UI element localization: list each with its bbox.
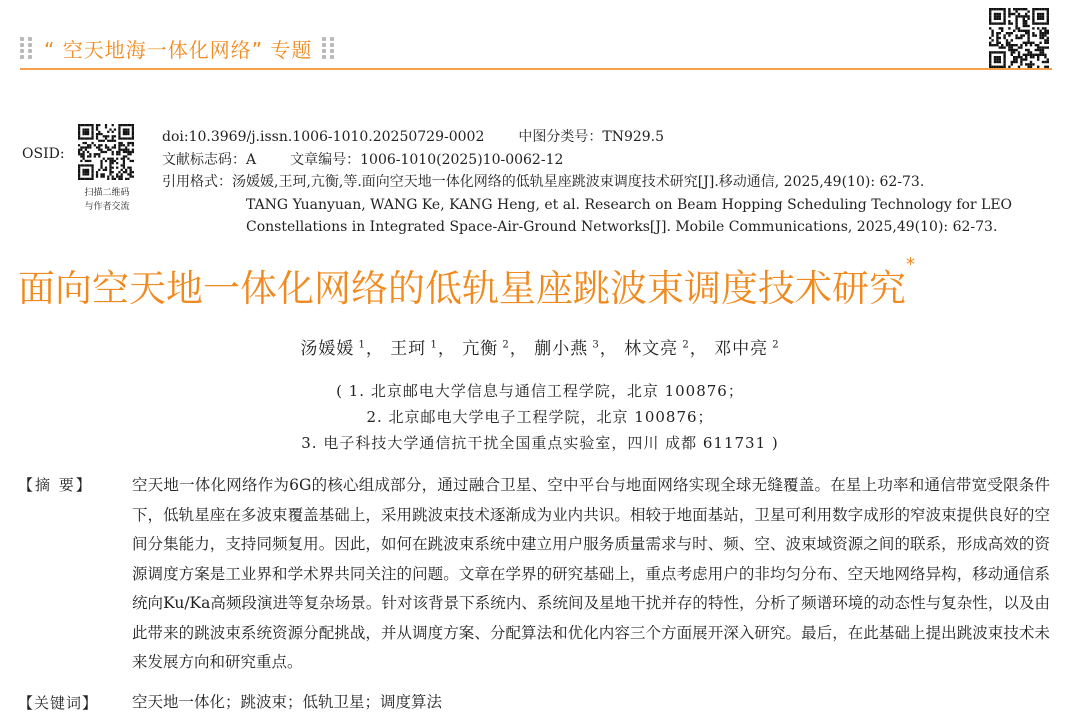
title-footnote-mark: *	[906, 254, 915, 275]
qr-code-icon	[989, 8, 1049, 68]
citation-en-line: TANG Yuanyuan, WANG Ke, KANG Heng, et al. Research on Beam Hopping Scheduling Technology for LEO	[246, 196, 1013, 213]
author-affiliation-mark: 1	[354, 339, 366, 351]
affiliation-list	[0, 378, 1080, 456]
dots-icon	[20, 37, 34, 59]
author-name: 林文亮	[624, 339, 679, 359]
affiliation: ( 1. 北京邮电大学信息与通信工程学院，北京 100876；	[336, 382, 744, 400]
citation-cn: 引用格式：汤媛媛,王珂,亢衡,等.面向空天地一体化网络的低轨星座跳波束调度技术研究[J].移动通信, 2025,49(10): 62-73.	[162, 174, 925, 190]
document-code: 文献标志码：A	[162, 151, 257, 168]
doi: doi:10.3969/j.issn.1006-1010.20250729-0002	[162, 129, 485, 145]
affiliation: 3. 电子科技大学通信抗干扰全国重点实验室，四川 成都 611731 )	[301, 434, 779, 452]
scan-note	[72, 186, 142, 214]
dots-icon	[322, 37, 336, 59]
author-affiliation-mark: 1	[426, 339, 438, 351]
affiliation: 2. 北京邮电大学电子工程学院，北京 100876；	[366, 408, 714, 426]
article-number: 文章编号：1006-1010(2025)10-0062-12	[290, 151, 564, 168]
author-affiliation-mark: 2	[768, 339, 780, 351]
author-separator: ，	[437, 339, 463, 359]
meta-line-1	[162, 126, 1062, 149]
author-name: 王珂	[390, 339, 427, 359]
citation-en-line: Constellations in Integrated Space-Air-Ground Networks[J]. Mobile Communications, 2025,49(10): 62-73.	[246, 219, 998, 235]
paper-title-text: 面向空天地一体化网络的低轨星座跳波束调度技术研究	[18, 267, 906, 310]
author-name: 邓中亮	[714, 339, 769, 359]
author-name: 蒯小燕	[534, 339, 589, 359]
osid-label: OSID:	[22, 146, 65, 162]
abstract-label: 【摘 要】	[18, 476, 93, 494]
author-list	[0, 334, 1080, 359]
author-separator: ，	[599, 339, 625, 359]
meta-line-2	[162, 149, 1062, 172]
author-name: 汤媛媛	[300, 339, 355, 359]
scan-note-line: 与作者交流	[84, 202, 130, 212]
qr-code-icon	[78, 124, 134, 180]
column-title: “ 空天地海一体化网络” 专题	[44, 37, 313, 62]
author-affiliation-mark: 3	[588, 339, 600, 351]
column-header	[20, 34, 336, 62]
author-affiliation-mark: 2	[498, 339, 510, 351]
author-separator: ，	[509, 339, 535, 359]
header-rule	[20, 68, 1052, 70]
clc-number: 中图分类号：TN929.5	[518, 129, 665, 145]
author-name: 亢衡	[462, 339, 499, 359]
keywords-text: 空天地一体化；跳波束；低轨卫星；调度算法	[132, 693, 443, 711]
paper-title	[18, 254, 1068, 312]
keywords-label: 【关键词】	[18, 694, 99, 712]
article-metadata	[162, 126, 1062, 239]
author-separator: ，	[689, 339, 715, 359]
author-affiliation-mark: 2	[678, 339, 690, 351]
abstract-text: 空天地一体化网络作为6G的核心组成部分，通过融合卫星、空中平台与地面网络实现全球无缝覆盖。在星上功率和通信带宽受限条件下，低轨星座在多波束覆盖基础上，采用跳波束技术逐渐成为业内共识。相较于地面基站，卫星可利用数字成形的窄波束提供良好的空间分集能力，支持同频复用。因此，如何在跳波束系统中建立用户服务质量需求与时、频、空、波束域资源之间的联系，形成高效的资源调度方案是工业界和学术界共同关注的问题。文章在学界的研究基础上，重点考虑用户的非均匀分布、空天地网络异构，移动通信系统向Ku/Ka高频段演进等复杂场景。针对该背景下系统内、系统间及星地干扰并存的特性，分析了频谱环境的动态性与复杂性，以及由此带来的跳波束系统资源分配挑战，并从调度方案、分配算法和优化内容三个方面展开深入研究。最后，在此基础上提出跳波束技术未来发展方向和研究重点。	[132, 476, 1050, 671]
scan-note-line: 扫描二维码	[84, 188, 130, 198]
author-separator: ，	[365, 339, 391, 359]
